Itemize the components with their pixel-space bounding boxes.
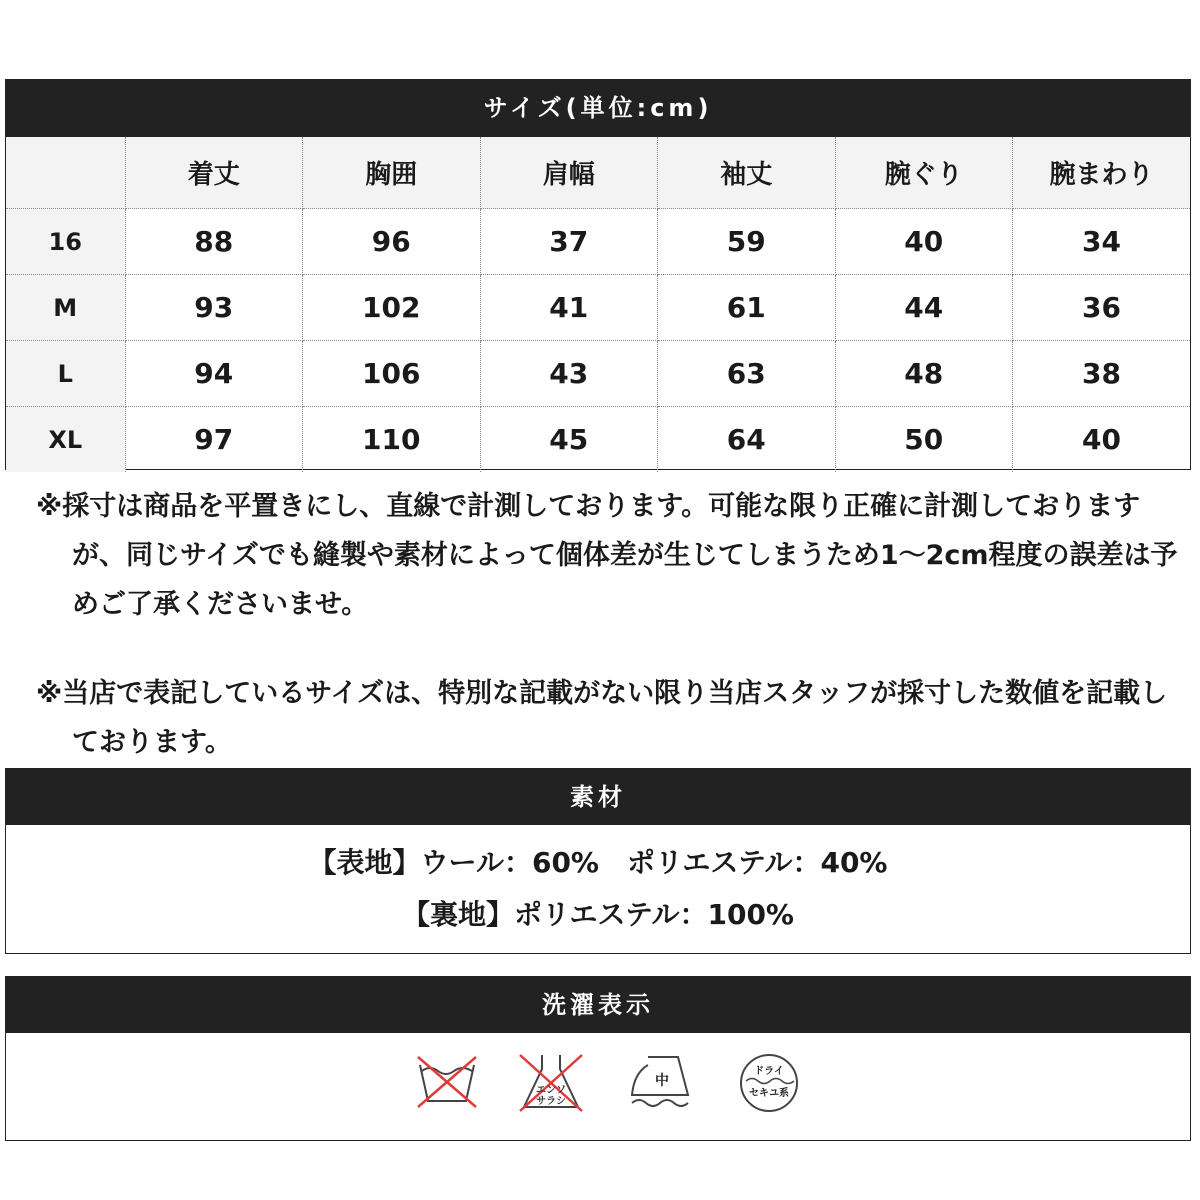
- table-cell: 106: [303, 341, 481, 407]
- no-wash-icon: [414, 1051, 480, 1111]
- no-bleach-text-bottom: サラシ: [536, 1096, 566, 1107]
- table-cell: 37: [480, 209, 658, 275]
- header-cell: 着丈: [125, 137, 303, 209]
- table-cell: 44: [835, 275, 1013, 341]
- table-cell: 40: [835, 209, 1013, 275]
- table-cell: 96: [303, 209, 481, 275]
- measurement-notes: [36, 482, 1186, 767]
- table-cell: 43: [480, 341, 658, 407]
- material-lines: [6, 825, 1190, 941]
- table-cell: 64: [658, 407, 836, 473]
- washing-icons: [6, 1033, 1190, 1141]
- iron-medium-text: 中: [655, 1073, 669, 1089]
- table-row: [6, 407, 1190, 473]
- size-table-section: [5, 79, 1191, 470]
- table-row: [6, 341, 1190, 407]
- table-cell: 88: [125, 209, 303, 275]
- no-bleach-text-top: エンソ: [536, 1085, 566, 1096]
- table-cell: 41: [480, 275, 658, 341]
- washing-title: 洗濯表示: [6, 977, 1190, 1033]
- size-table-title: サイズ(単位:cm): [6, 80, 1190, 137]
- table-cell: 93: [125, 275, 303, 341]
- header-cell: 腕ぐり: [835, 137, 1013, 209]
- dry-clean-petroleum-icon: [734, 1051, 804, 1115]
- table-cell: 50: [835, 407, 1013, 473]
- table-cell: 36: [1013, 275, 1191, 341]
- table-cell: 48: [835, 341, 1013, 407]
- dry-clean-text-bottom: セキユ系: [749, 1088, 789, 1099]
- table-row: [6, 275, 1190, 341]
- table-cell: 59: [658, 209, 836, 275]
- iron-medium-icon: [626, 1051, 696, 1115]
- header-cell: [6, 137, 125, 209]
- size-label: 16: [6, 209, 125, 275]
- material-title: 素材: [6, 769, 1190, 825]
- size-label: XL: [6, 407, 125, 473]
- dry-clean-text-top: ドライ: [754, 1066, 784, 1077]
- table-cell: 97: [125, 407, 303, 473]
- table-cell: 38: [1013, 341, 1191, 407]
- size-label: M: [6, 275, 125, 341]
- header-cell: 腕まわり: [1013, 137, 1191, 209]
- header-cell: 肩幅: [480, 137, 658, 209]
- table-cell: 63: [658, 341, 836, 407]
- table-row: [6, 209, 1190, 275]
- header-cell: 袖丈: [658, 137, 836, 209]
- no-bleach-icon: [516, 1051, 586, 1115]
- header-cell: 胸囲: [303, 137, 481, 209]
- material-line: 【表地】ウール：60% ポリエステル：40%: [308, 846, 888, 879]
- table-cell: 102: [303, 275, 481, 341]
- table-cell: 61: [658, 275, 836, 341]
- table-cell: 110: [303, 407, 481, 473]
- table-cell: 45: [480, 407, 658, 473]
- washing-section: [5, 976, 1191, 1141]
- material-line: 【裏地】ポリエステル：100%: [402, 898, 794, 931]
- material-section: [5, 768, 1191, 954]
- table-cell: 94: [125, 341, 303, 407]
- note-paragraph: ※当店で表記しているサイズは、特別な記載がない限り当店スタッフが採寸した数値を記載しております。: [36, 678, 1168, 758]
- table-cell: 34: [1013, 209, 1191, 275]
- size-label: L: [6, 341, 125, 407]
- table-cell: 40: [1082, 423, 1121, 456]
- size-table: [6, 137, 1190, 472]
- size-table-header-row: [6, 137, 1190, 209]
- note-paragraph: ※採寸は商品を平置きにし、直線で計測しております。可能な限り正確に計測しておりますが、同じサイズでも縫製や素材によって個体差が生じてしまうため1〜2cm程度の誤差は予めご了承くださいませ。: [36, 491, 1178, 620]
